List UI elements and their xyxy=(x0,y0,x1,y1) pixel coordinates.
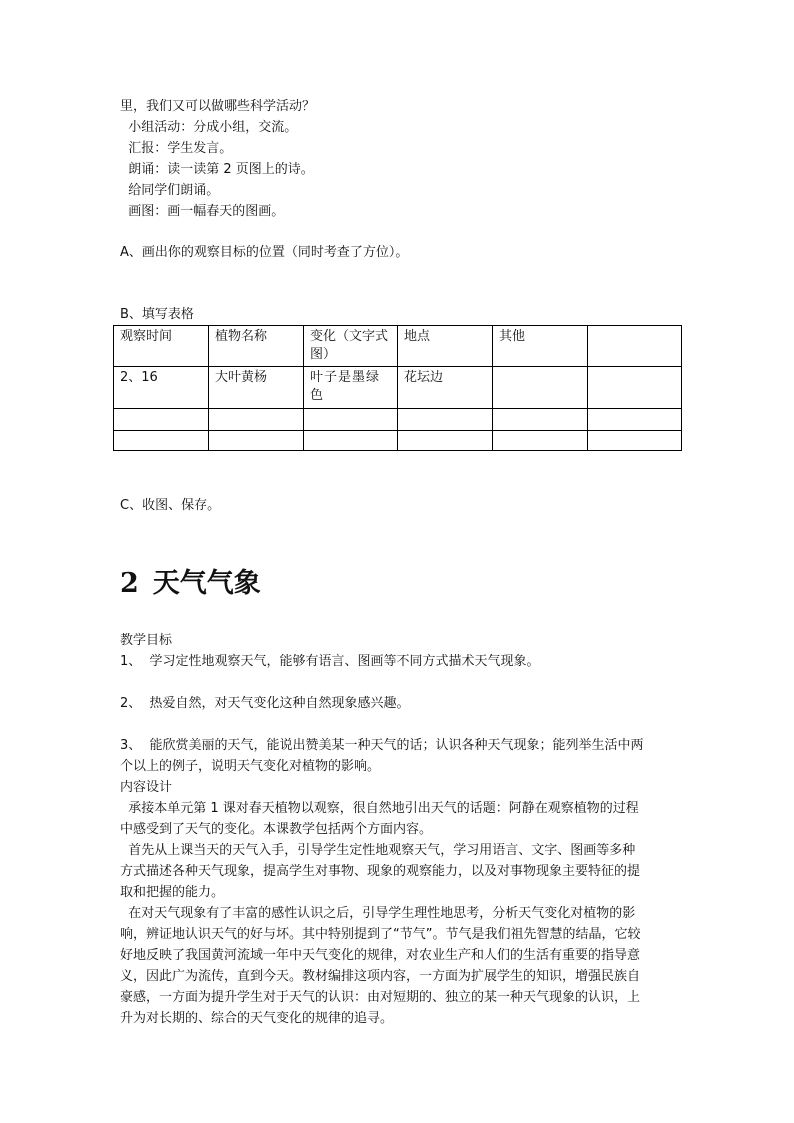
intro-line: 汇报：学生发言。 xyxy=(120,141,233,156)
paragraph-line: 中感受到了天气的变化。本课教学包括两个方面内容。 xyxy=(120,822,433,837)
intro-line: 小组活动：分成小组，交流。 xyxy=(120,120,298,135)
table-cell xyxy=(588,409,682,431)
observation-table xyxy=(113,325,682,451)
table-cell xyxy=(114,431,209,451)
table-cell: 大叶黄杨 xyxy=(209,367,304,409)
header-cell: 变化（文字式图） xyxy=(304,326,398,367)
paragraph-line: 义，因此广为流传，直到今天。教材编排这项内容，一方面为扩展学生的知识，增强民族自 xyxy=(120,969,641,984)
goal-item: 1、 学习定性地观察天气，能够有语言、图画等不同方式描术天气现象。 xyxy=(120,654,540,669)
table-cell: 花坛边 xyxy=(398,367,493,409)
paragraph-line: 承接本单元第 1 课对春天植物以观察，很自然地引出天气的话题：阿静在观察植物的过程 xyxy=(120,801,639,816)
step-b-text: B、填写表格 xyxy=(120,307,194,322)
paragraph-line: 取和把握的能力。 xyxy=(120,885,225,900)
table-cell xyxy=(209,409,304,431)
lesson-title: 天气气象 xyxy=(152,568,261,599)
goal-item: 3、 能欣赏美丽的天气，能说出赞美某一种天气的话；认识各种天气现象；能列举生活中两 xyxy=(120,738,644,753)
goals-title: 教学目标 xyxy=(120,633,173,648)
paragraph-line: 豪感，一方面为提升学生对于天气的认识：由对短期的、独立的某一种天气现象的认识，上 xyxy=(120,990,641,1005)
intro-line: 给同学们朗诵。 xyxy=(120,183,220,198)
table-cell xyxy=(493,367,588,409)
table-row xyxy=(114,431,682,451)
table-cell: 2、16 xyxy=(114,367,209,409)
table-cell xyxy=(588,431,682,451)
paragraph-line: 在对天气现象有了丰富的感性认识之后，引导学生理性地思考，分析天气变化对植物的影 xyxy=(120,906,636,921)
intro-line: 里，我们又可以做哪些科学活动？ xyxy=(120,99,316,114)
paragraph-line: 好地反映了我国黄河流域一年中天气变化的规律，对农业生产和人们的生活有重要的指导意 xyxy=(120,948,641,963)
table-cell xyxy=(304,431,398,451)
step-a-text: A、画出你的观察目标的位置（同时考查了方位）。 xyxy=(120,245,409,260)
design-title: 内容设计 xyxy=(120,780,173,795)
intro-line: 朗诵：读一读第 2 页图上的诗。 xyxy=(120,162,314,177)
header-cell: 其他 xyxy=(493,326,588,367)
table-cell xyxy=(304,409,398,431)
table-cell xyxy=(398,431,493,451)
table-cell xyxy=(493,431,588,451)
header-cell: 观察时间 xyxy=(114,326,209,367)
goal-item-continued: 个以上的例子，说明天气变化对植物的影响。 xyxy=(120,759,381,774)
table-header-row xyxy=(114,326,682,367)
table-cell xyxy=(114,409,209,431)
table-cell xyxy=(398,409,493,431)
header-cell: 地点 xyxy=(398,326,493,367)
header-cell: 植物名称 xyxy=(209,326,304,367)
paragraph-line: 方式描述各种天气现象，提高学生对事物、现象的观察能力，以及对事物现象主要特征的提 xyxy=(120,864,641,879)
intro-line: 画图：画一幅春天的图画。 xyxy=(120,204,285,219)
goal-item: 2、 热爱自然，对天气变化这种自然现象感兴趣。 xyxy=(120,696,410,711)
header-cell xyxy=(588,326,682,367)
table-cell: 叶子是墨绿色 xyxy=(304,367,398,409)
table-cell xyxy=(493,409,588,431)
table-row xyxy=(114,367,682,409)
table-row xyxy=(114,409,682,431)
paragraph-line: 首先从上课当天的天气入手，引导学生定性地观察天气，学习用语言、文字、图画等多种 xyxy=(120,843,636,858)
table-cell xyxy=(209,431,304,451)
lesson-number: 2 xyxy=(120,568,139,599)
paragraph-line: 升为对长期的、综合的天气变化的规律的追寻。 xyxy=(120,1011,394,1026)
lesson-heading xyxy=(120,566,261,602)
step-c-text: C、收图、保存。 xyxy=(120,498,221,513)
table-cell xyxy=(588,367,682,409)
paragraph-line: 响，辨证地认识天气的好与坏。其中特别提到了“节气”。节气是我们祖先智慧的结晶，它较 xyxy=(120,927,641,942)
